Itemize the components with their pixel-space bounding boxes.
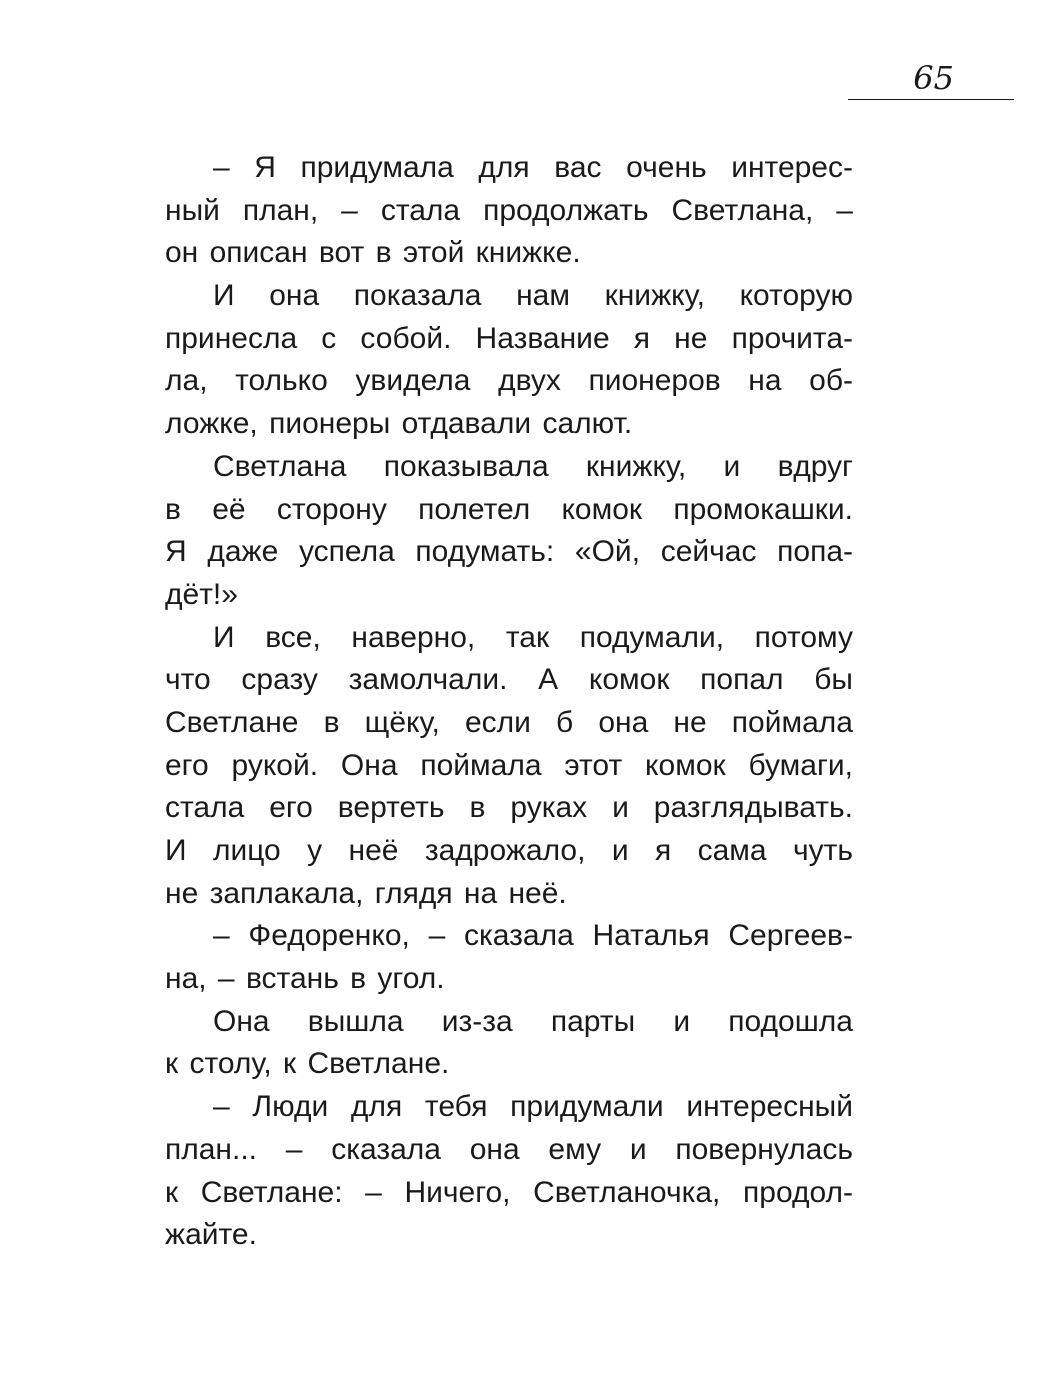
text-line: на, – встань в угол. [165, 962, 445, 996]
paragraph [165, 275, 853, 446]
paragraph [165, 915, 853, 1000]
text-line: ла, только увидела двух пионеров на об- [165, 364, 853, 398]
text-line: не заплакала, глядя на неё. [165, 876, 567, 910]
text-line: к Светлане: – Ничего, Светланочка, продол- [165, 1175, 853, 1209]
text-line: стала его вертеть в руках и разглядывать. [165, 791, 853, 825]
text-line: дёт!» [165, 577, 238, 611]
text-line: в её сторону полетел комок промокашки. [165, 492, 853, 526]
text-line: ный план, – стала продолжать Светлана, – [165, 193, 853, 227]
text-line: жайте. [165, 1218, 257, 1252]
text-line: что сразу замолчали. А комок попал бы [165, 663, 853, 697]
text-line: он описан вот в этой книжке. [165, 236, 581, 270]
paragraph [165, 147, 853, 275]
paragraph [165, 617, 853, 916]
text-line: – Я придумала для вас очень интерес- [213, 151, 853, 184]
body-text [165, 147, 853, 1257]
text-line: его рукой. Она поймала этот комок бумаги, [165, 748, 853, 782]
page-number: 65 [913, 59, 954, 97]
paragraph [165, 446, 853, 617]
text-line: к столу, к Светлане. [165, 1047, 450, 1081]
header-rule [848, 99, 1014, 100]
paragraph [165, 1086, 853, 1257]
text-line: Она вышла из-за парты и подошла [213, 1004, 853, 1038]
text-line: ложке, пионеры отдавали салют. [165, 407, 633, 441]
text-line: Светлане в щёку, если б она не поймала [165, 705, 853, 739]
text-line: – Люди для тебя придумали интересный [213, 1090, 853, 1124]
text-line: Светлана показывала книжку, и вдруг [213, 449, 853, 483]
paragraph [165, 1001, 853, 1086]
text-line: И она показала нам книжку, которую [213, 279, 853, 313]
text-line: план... – сказала она ему и повернулась [165, 1132, 853, 1166]
text-line: – Федоренко, – сказала Наталья Сергеев- [213, 919, 853, 953]
text-line: Я даже успела подумать: «Ой, сейчас попа- [165, 535, 853, 569]
text-line: принесла с собой. Название я не прочита- [165, 321, 853, 355]
text-line: И все, наверно, так подумали, потому [213, 620, 853, 654]
text-line: И лицо у неё задрожало, и я сама чуть [165, 834, 853, 867]
